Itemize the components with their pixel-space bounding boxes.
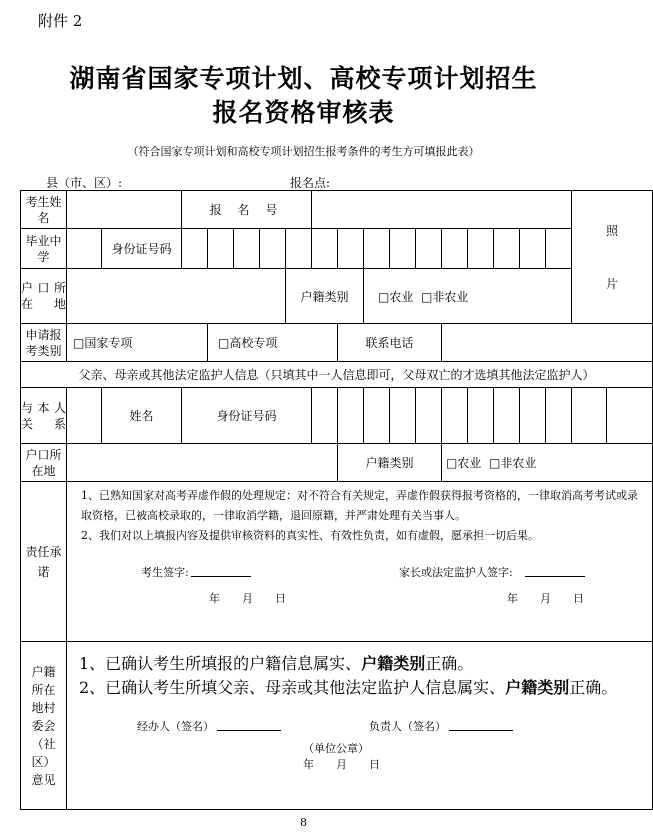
id-digit-cell[interactable] <box>260 229 286 269</box>
hukou-address-field[interactable] <box>67 269 286 324</box>
county-label: 县（市、区）: <box>46 176 123 190</box>
nonrural-checkbox[interactable]: □非农业 <box>421 289 469 304</box>
committee-label: 户籍所在地村委会（社区）意见 <box>21 642 67 810</box>
guardian-id-digit-cell[interactable] <box>520 388 546 444</box>
id-digit-cell[interactable] <box>286 229 312 269</box>
id-digit-cell[interactable] <box>390 229 416 269</box>
id-digit-cell[interactable] <box>234 229 260 269</box>
handler-sign-line[interactable] <box>217 730 281 731</box>
hukou-type-label: 户籍类别 <box>286 269 364 324</box>
relation-field[interactable] <box>67 388 102 444</box>
relation-label: 与本人关系 <box>21 388 67 444</box>
attachment-label: 附件 2 <box>38 12 83 30</box>
id-digit-cell[interactable] <box>312 229 338 269</box>
guardian-name-label: 姓名 <box>102 388 182 444</box>
person-in-charge-label: 负责人（签名） <box>369 720 446 733</box>
guardian-id-digit-cell[interactable] <box>572 388 607 444</box>
phone-field[interactable] <box>442 324 653 362</box>
form-note: （符合国家专项计划和高校专项计划招生报考条件的考生方可填报此表） <box>127 145 480 158</box>
national-plan-checkbox[interactable]: □国家专项 <box>67 324 208 362</box>
responsibility-label: 责任承诺 <box>21 482 67 642</box>
hukou-type-options <box>364 269 572 324</box>
photo-label-1: 照 <box>606 224 619 238</box>
form-title-line1: 湖南省国家专项计划、高校专项计划招生 <box>69 64 538 93</box>
committee-content <box>67 642 653 810</box>
confirm-1: 1、已确认考生所填报的户籍信息属实、户籍类别正确。 <box>79 654 474 673</box>
id-digit-cell[interactable] <box>520 229 546 269</box>
phone-label: 联系电话 <box>338 324 442 362</box>
guardian-id-digit-cell[interactable] <box>390 388 416 444</box>
student-sign-line[interactable] <box>191 576 251 577</box>
candidate-name-label: 考生姓名 <box>21 191 67 229</box>
handler-label: 经办人（签名） <box>137 720 214 733</box>
rural-checkbox[interactable]: □农业 <box>378 289 414 304</box>
photo-label-2: 片 <box>606 277 619 291</box>
guardian-hukou-type-label: 户籍类别 <box>338 444 442 482</box>
confirm-2: 2、已确认考生所填父亲、母亲或其他法定监护人信息属实、户籍类别正确。 <box>79 678 618 697</box>
hukou-address-label: 户口所在地 <box>21 269 67 324</box>
person-in-charge-sign-line[interactable] <box>449 730 513 731</box>
commitment-2: 2、我们对以上填报内容及提供审核资料的真实性、有效性负责，如有虚假，愿承担一切后果。 <box>81 529 539 542</box>
id-digit-cell[interactable] <box>364 229 390 269</box>
guardian-id-digit-cell[interactable] <box>312 388 338 444</box>
id-digit-cell[interactable] <box>442 229 468 269</box>
guardian-id-digit-cell[interactable] <box>338 388 364 444</box>
responsibility-content <box>67 482 653 642</box>
guardian-rural-checkbox[interactable]: □农业 <box>446 456 482 470</box>
student-date: 年 月 日 <box>209 592 286 605</box>
college-plan-checkbox[interactable]: □高校专项 <box>208 324 338 362</box>
guardian-id-digit-cell[interactable] <box>546 388 572 444</box>
guardian-id-digit-cell[interactable] <box>442 388 468 444</box>
id-digit-cell[interactable] <box>546 229 572 269</box>
guardian-hukou-label: 户口所在地 <box>21 444 67 482</box>
guardian-hukou-type-options <box>442 444 653 482</box>
guardian-id-digit-cell[interactable] <box>468 388 494 444</box>
guardian-id-digit-cell[interactable] <box>607 388 653 444</box>
guardian-id-label: 身份证号码 <box>182 388 312 444</box>
grad-school-label: 毕业中学 <box>21 229 67 269</box>
apply-type-label: 申请报考类别 <box>21 324 67 362</box>
parent-sign-line[interactable] <box>525 576 585 577</box>
guardian-id-digit-cell[interactable] <box>494 388 520 444</box>
id-digit-cell[interactable] <box>182 229 208 269</box>
guardian-hukou-field[interactable] <box>67 444 338 482</box>
grad-school-field[interactable] <box>67 229 102 269</box>
guardian-info-heading: 父亲、母亲或其他法定监护人信息（只填其中一人信息即可，父母双亡的才选填其他法定监护人） <box>21 362 653 388</box>
id-digit-cell[interactable] <box>494 229 520 269</box>
seal-label: （单位公章） <box>303 742 369 755</box>
reg-no-label: 报 名 号 <box>182 191 312 229</box>
form-title-line2: 报名资格审核表 <box>212 98 395 127</box>
id-digit-cell[interactable] <box>338 229 364 269</box>
parent-sign-label: 家长或法定监护人签字: <box>399 566 513 579</box>
photo-box[interactable] <box>572 191 653 324</box>
id-digit-cell[interactable] <box>208 229 234 269</box>
guardian-nonrural-checkbox[interactable]: □非农业 <box>489 456 537 470</box>
site-label: 报名点: <box>290 176 331 190</box>
committee-date: 年 月 日 <box>303 758 380 771</box>
commitment-1: 1、已熟知国家对高考弄虚作假的处理规定：对不符合有关规定，弄虚作假获得报考资格的，一律取消高考考试或录取资格，已被高校录取的，一律取消学籍，退回原籍，并严肃处理有关当事人。 <box>81 489 638 522</box>
guardian-id-digit-cell[interactable] <box>364 388 390 444</box>
id-no-label: 身份证号码 <box>102 229 182 269</box>
id-digit-cell[interactable] <box>416 229 442 269</box>
reg-no-field[interactable] <box>312 191 572 229</box>
qualification-form <box>20 190 653 810</box>
id-digit-cell[interactable] <box>468 229 494 269</box>
student-sign-label: 考生签字: <box>141 566 189 579</box>
candidate-name-field[interactable] <box>67 191 182 229</box>
parent-date: 年 月 日 <box>507 592 584 605</box>
guardian-id-digit-cell[interactable] <box>416 388 442 444</box>
page-number: 8 <box>300 816 307 829</box>
